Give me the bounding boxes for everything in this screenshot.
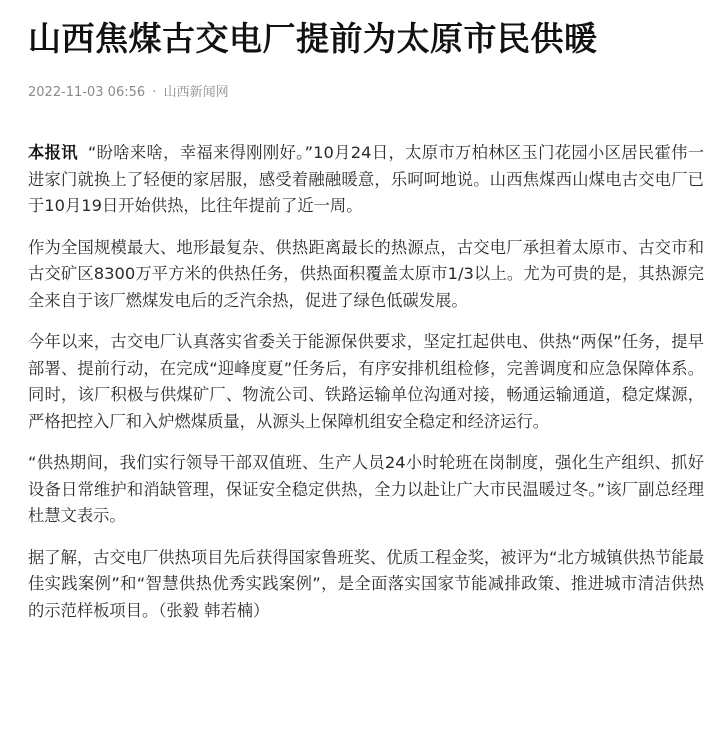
paragraph-2: 作为全国规模最大、地形最复杂、供热距离最长的热源点，古交电厂承担着太原市、古交市和古交矿区8300万平方米的供热任务，供热面积覆盖太原市1/3以上。尤为可贵的是，其热源完全来自于该厂燃煤发电后的乏汽余热，促进了绿色低碳发展。 [28, 237, 704, 310]
article-title: 山西焦煤古交电厂提前为太原市民供暖 [28, 19, 598, 58]
paragraph-3: 今年以来，古交电厂认真落实省委关于能源保供要求，坚定扛起供电、供热“两保”任务，提早部署、提前行动，在完成“迎峰度夏”任务后，有序安排机组检修，完善调度和应急保障体系。同时，该厂积极与供煤矿厂、物流公司、铁路运输单位沟通对接，畅通运输通道，稳定煤源，严格把控入厂和入炉燃煤质量，从源头上保障机组安全稳定和经济运行。 [28, 332, 704, 431]
article-body [28, 140, 704, 624]
paragraph-1-text: “盼啥来啥，幸福来得刚刚好。”10月24日，太原市万柏林区玉门花园小区居民霍伟一进家门就换上了轻便的家居服，感受着融融暖意，乐呵呵地说。山西焦煤西山煤电古交电厂已于10月19日开始供热，比往年提前了近一周。 [28, 143, 704, 215]
meta-separator: · [152, 85, 157, 100]
source-link[interactable]: 山西新闻网 [163, 85, 229, 100]
paragraph-5: 据了解，古交电厂供热项目先后获得国家鲁班奖、优质工程金奖，被评为“北方城镇供热节能最佳实践案例”和“智慧供热优秀实践案例”，是全面落实国家节能减排政策、推进城市清洁供热的示范样板项目。（张毅 韩若楠） [28, 547, 704, 620]
lead-label: 本报讯 [28, 143, 78, 162]
article-meta [28, 84, 726, 102]
paragraph-1 [28, 140, 704, 220]
paragraph-4: “供热期间，我们实行领导干部双值班、生产人员24小时轮班在岗制度，强化生产组织、抓好设备日常维护和消缺管理，保证安全稳定供热，全力以赴让广大市民温暖过冬。”该厂副总经理杜慧文表示。 [28, 453, 704, 525]
publish-date: 2022-11-03 06:56 [28, 85, 146, 100]
